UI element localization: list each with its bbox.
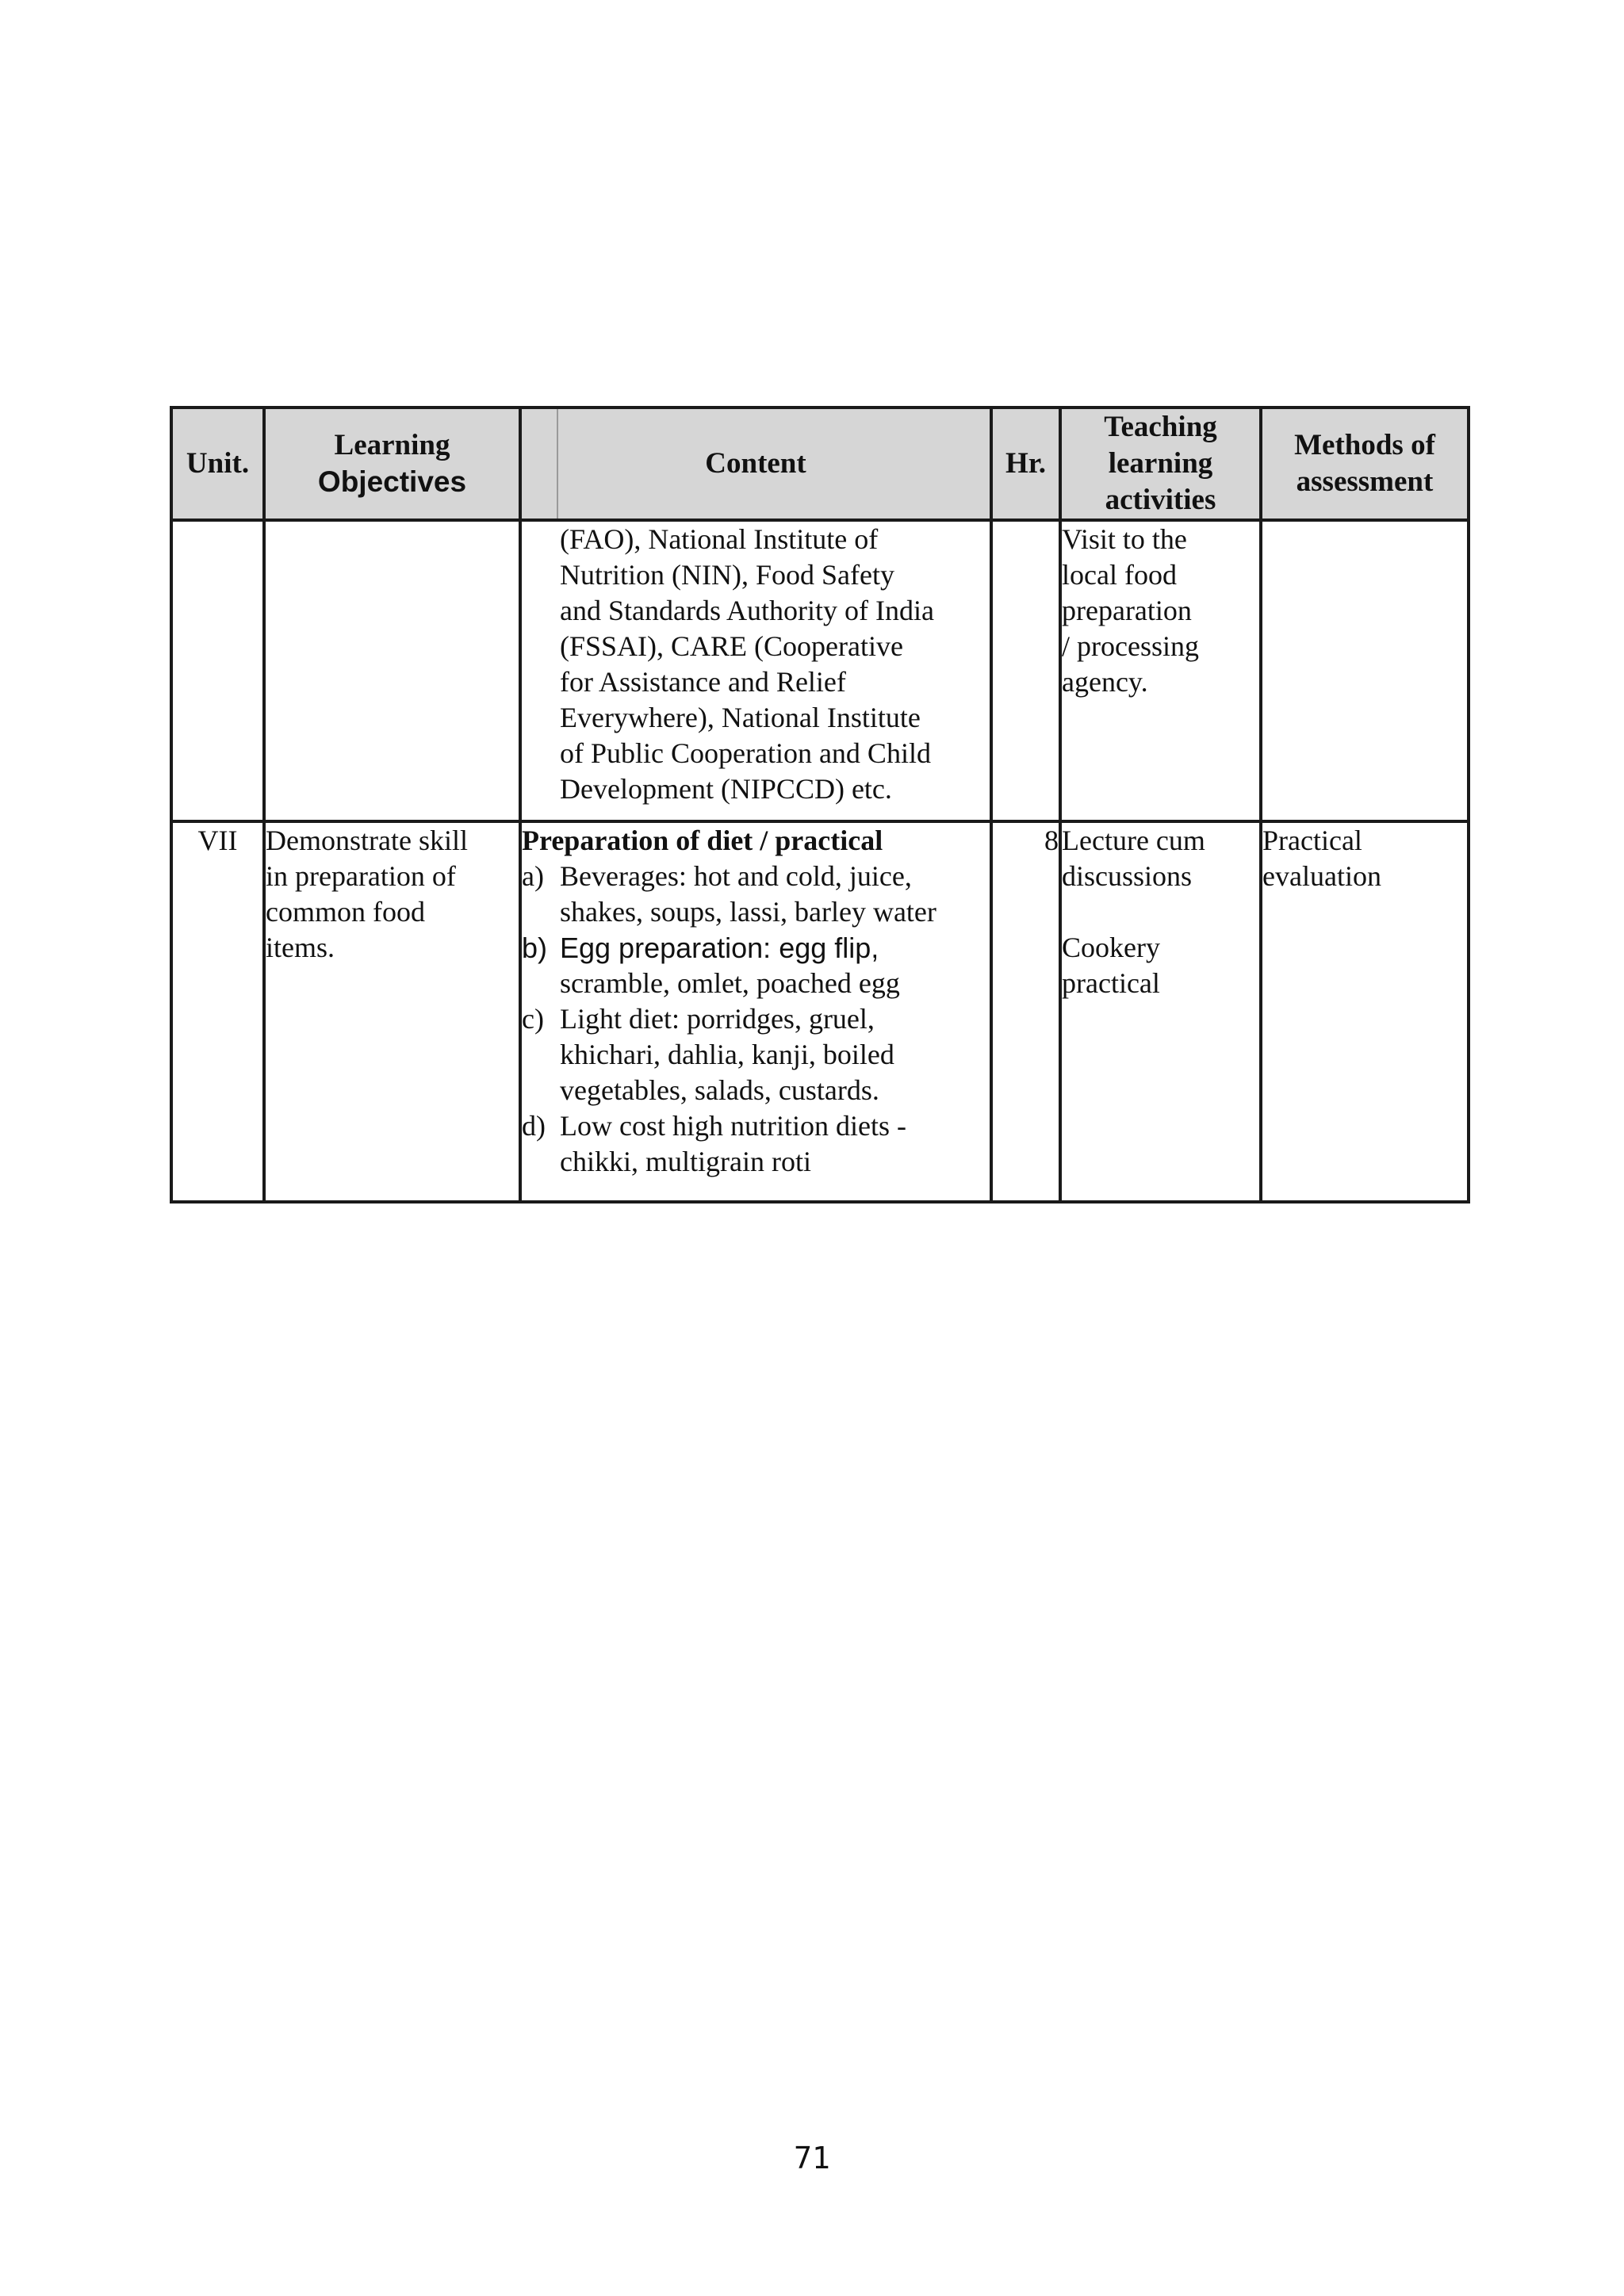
assessment-line: Practical [1262,825,1362,856]
header-teaching-line1: Teaching [1104,411,1217,443]
header-teaching-line3: activities [1105,484,1216,516]
hr-cell [991,520,1060,821]
content-line: khichari, dahlia, kanji, boiled [560,1039,894,1070]
content-list-item [522,859,990,930]
teaching-line: agency. [1062,666,1148,698]
teaching-line: Cookery [1062,932,1160,963]
teaching-cell [1060,821,1261,1202]
objectives-cell [264,821,520,1202]
page-number: 71 [794,2141,830,2175]
teaching-line: / processing [1062,630,1199,662]
list-marker: d) [522,1110,546,1142]
objective-line: items. [266,932,335,963]
content-line: for Assistance and Relief [560,666,846,698]
teaching-line: discussions [1062,860,1193,892]
content-line: chikki, multigrain roti [560,1146,811,1177]
syllabus-table [170,406,1470,1203]
assessment-line: evaluation [1262,860,1381,892]
objectives-cell [264,520,520,821]
header-teaching-line2: learning [1108,447,1213,480]
teaching-line: practical [1062,967,1160,999]
objective-line: in preparation of [266,860,456,892]
table-row [171,821,1469,1202]
assessment-cell [1261,821,1469,1202]
content-list-item [522,1001,990,1108]
content-heading: Preparation of diet / practical [522,825,883,856]
header-methods-of-assessment [1261,408,1469,520]
header-hr: Hr. [991,408,1060,520]
table-row [171,520,1469,821]
teaching-line: Lecture cum [1062,825,1205,856]
header-learning-objectives [264,408,520,520]
content-line: Nutrition (NIN), Food Safety [560,559,894,591]
content-line: (FSSAI), CARE (Cooperative [560,630,903,662]
content-line: shakes, soups, lassi, barley water [560,896,936,928]
content-line: Development (NIPCCD) etc. [560,773,892,805]
content-line: (FAO), National Institute of [560,523,879,555]
teaching-line: local food [1062,559,1177,591]
content-line: vegetables, salads, custards. [560,1074,879,1106]
teaching-line: Visit to the [1062,523,1187,555]
objective-line: common food [266,896,425,928]
content-line: Light diet: porridges, gruel, [560,1003,875,1035]
unit-cell: VII [171,821,264,1202]
table-header-row [171,408,1469,520]
content-line: scramble, omlet, poached egg [560,967,900,999]
teaching-cell [1060,520,1261,821]
teaching-line: preparation [1062,595,1192,626]
content-list-item [522,1108,990,1180]
list-marker: a) [522,860,544,892]
hr-cell: 8 [991,821,1060,1202]
objective-line: Demonstrate skill [266,825,468,856]
list-marker: c) [522,1003,544,1035]
content-cell [520,520,991,821]
assessment-cell [1261,520,1469,821]
content-line: of Public Cooperation and Child [560,737,931,769]
content-line: and Standards Authority of India [560,595,934,626]
unit-cell [171,520,264,821]
header-methods-line1: Methods of [1294,429,1435,461]
list-marker: b) [522,932,548,964]
content-list-item [522,930,990,966]
header-objectives-line1: Learning [334,429,450,461]
content-line: Egg preparation: egg flip, [560,932,879,964]
header-content: Content [520,408,991,520]
spacer [1062,894,1259,930]
content-line: Everywhere), National Institute [560,702,921,733]
header-methods-line2: assessment [1296,465,1434,498]
header-objectives-line2: Objectives [317,465,467,498]
content-line: Low cost high nutrition diets - [560,1110,906,1142]
header-unit: Unit. [171,408,264,520]
content-cell [520,821,991,1202]
header-teaching-learning-activities [1060,408,1261,520]
content-line: Beverages: hot and cold, juice, [560,860,912,892]
